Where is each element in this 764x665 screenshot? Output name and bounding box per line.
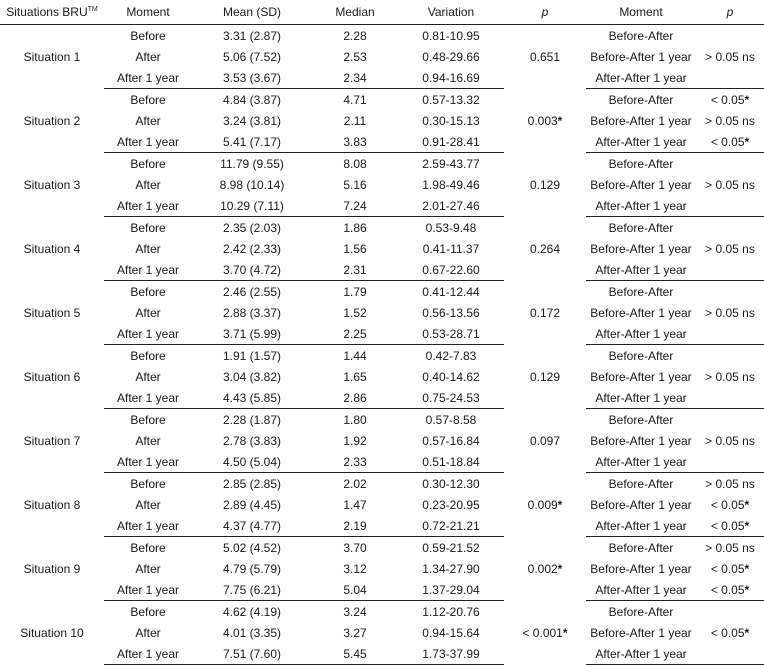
comparison-moment-cell: Before-After 1 year <box>590 369 692 384</box>
moment-cell: After <box>135 369 161 384</box>
significance-marker: * <box>744 625 750 640</box>
median-cell: 3.27 <box>343 625 367 640</box>
mean-sd-cell: 2.89 (4.45) <box>222 497 282 512</box>
median-cell: 1.47 <box>343 497 367 512</box>
comparison-moment-cell: After-After 1 year <box>586 259 696 281</box>
comparison-p-cell <box>696 643 764 665</box>
moment-cell: After 1 year <box>104 451 192 473</box>
table-row <box>0 622 764 643</box>
significance-marker: * <box>562 625 568 640</box>
variation-cell: 2.59-43.77 <box>422 156 480 171</box>
mean-sd-cell: 5.06 (7.52) <box>222 49 282 64</box>
median-cell: 3.24 <box>343 604 367 619</box>
situation-name: Situation 6 <box>23 369 81 384</box>
comparison-moment-cell: After-After 1 year <box>586 579 696 601</box>
moment-cell: After 1 year <box>104 387 192 409</box>
moment-cell: After <box>135 241 161 256</box>
mean-sd-cell: 4.50 (5.04) <box>192 451 312 473</box>
comparison-p-cell: < 0.05* <box>710 92 750 107</box>
comparison-p-cell: > 0.05 ns <box>705 113 755 128</box>
table-row <box>0 238 764 259</box>
comparison-moment-cell: Before-After <box>608 604 674 619</box>
moment-cell: Before <box>130 220 166 235</box>
situation-name: Situation 5 <box>23 305 81 320</box>
table-row <box>0 366 764 387</box>
comparison-p-cell <box>696 281 764 303</box>
table-row <box>0 25 764 47</box>
comparison-p-cell <box>696 217 764 239</box>
median-cell: 2.34 <box>312 67 398 89</box>
comparison-p-cell: < 0.05* <box>710 625 750 640</box>
table-row <box>0 494 764 515</box>
median-cell: 1.44 <box>343 348 367 363</box>
mean-sd-cell: 3.31 (2.87) <box>222 28 282 43</box>
mean-sd-cell: 4.84 (3.87) <box>222 92 282 107</box>
comparison-moment-cell: After-After 1 year <box>586 131 696 153</box>
table-row <box>0 409 764 431</box>
variation-cell: 0.72-21.21 <box>398 515 504 537</box>
table-row <box>0 451 764 473</box>
comparison-p-cell <box>696 345 764 367</box>
table-row <box>0 174 764 195</box>
table-row <box>0 67 764 89</box>
variation-cell: 0.57-8.58 <box>425 412 477 427</box>
comparison-moment-cell: After-After 1 year <box>586 451 696 473</box>
comparison-p-cell: > 0.05 ns <box>705 305 755 320</box>
situation-p-value: 0.172 <box>529 305 561 320</box>
comparison-moment-cell: After-After 1 year <box>586 195 696 217</box>
variation-cell: 0.94-15.64 <box>422 625 480 640</box>
situation-name: Situation 1 <box>23 49 81 64</box>
comparison-moment-cell: Before-After <box>608 412 674 427</box>
comparison-moment-cell: Before-After 1 year <box>590 561 692 576</box>
median-cell: 3.12 <box>343 561 367 576</box>
mean-sd-cell: 4.37 (4.77) <box>192 515 312 537</box>
variation-cell: 0.94-16.69 <box>398 67 504 89</box>
significance-marker: * <box>557 113 563 128</box>
situation-p-value: 0.651 <box>529 49 561 64</box>
mean-sd-cell: 3.24 (3.81) <box>222 113 282 128</box>
comparison-p-cell: > 0.05 ns <box>705 433 755 448</box>
mean-sd-cell: 7.51 (7.60) <box>192 643 312 665</box>
significance-marker: * <box>557 561 563 576</box>
comparison-p-cell <box>696 259 764 281</box>
median-cell: 2.86 <box>312 387 398 409</box>
comparison-moment-cell: After-After 1 year <box>586 387 696 409</box>
table-row <box>0 601 764 623</box>
situation-name: Situation 4 <box>23 241 81 256</box>
header-comparison-moment: Moment <box>586 0 696 25</box>
median-cell: 1.80 <box>343 412 367 427</box>
table-row <box>0 302 764 323</box>
median-cell: 1.92 <box>343 433 367 448</box>
comparison-moment-cell: Before-After <box>608 348 674 363</box>
comparison-moment-cell: Before-After 1 year <box>590 497 692 512</box>
variation-cell: 0.59-21.52 <box>422 540 480 555</box>
median-cell: 4.71 <box>343 92 367 107</box>
mean-sd-cell: 10.29 (7.11) <box>192 195 312 217</box>
variation-cell: 0.41-11.37 <box>422 241 480 256</box>
moment-cell: After 1 year <box>104 67 192 89</box>
comparison-moment-cell: After-After 1 year <box>586 67 696 89</box>
mean-sd-cell: 3.71 (5.99) <box>192 323 312 345</box>
comparison-p-cell: > 0.05 ns <box>705 540 755 555</box>
comparison-moment-cell: Before-After 1 year <box>590 625 692 640</box>
header-moment: Moment <box>104 0 192 25</box>
variation-cell: 0.56-13.56 <box>422 305 480 320</box>
comparison-p-cell: < 0.05* <box>696 579 764 601</box>
moment-cell: After <box>135 49 161 64</box>
comparison-p-cell <box>696 25 764 47</box>
median-cell: 1.79 <box>343 284 367 299</box>
mean-sd-cell: 2.46 (2.55) <box>222 284 282 299</box>
median-cell: 5.45 <box>312 643 398 665</box>
comparison-moment-cell: Before-After 1 year <box>590 177 692 192</box>
variation-cell: 0.57-16.84 <box>422 433 480 448</box>
moment-cell: Before <box>130 284 166 299</box>
comparison-p-cell: > 0.05 ns <box>705 49 755 64</box>
variation-cell: 1.37-29.04 <box>398 579 504 601</box>
comparison-moment-cell: Before-After <box>608 28 674 43</box>
situation-name: Situation 2 <box>23 113 81 128</box>
significance-marker: * <box>744 92 750 107</box>
header-row <box>0 0 764 25</box>
situation-name: Situation 8 <box>23 497 81 512</box>
mean-sd-cell: 11.79 (9.55) <box>220 156 284 171</box>
moment-cell: Before <box>130 28 166 43</box>
moment-cell: After <box>135 497 161 512</box>
comparison-p-cell: > 0.05 ns <box>705 476 755 491</box>
table-row <box>0 323 764 345</box>
table-row <box>0 89 764 111</box>
moment-cell: Before <box>130 412 166 427</box>
significance-marker: * <box>744 561 750 576</box>
table-row <box>0 515 764 537</box>
header-situations: Situations BRU™ <box>0 0 104 25</box>
situation-name: Situation 9 <box>23 561 81 576</box>
median-cell: 1.65 <box>343 369 367 384</box>
table-row <box>0 473 764 495</box>
situation-p-value: 0.009* <box>527 497 563 512</box>
situation-name: Situation 10 <box>20 625 84 640</box>
variation-cell: 0.91-28.41 <box>398 131 504 153</box>
significance-marker: * <box>744 518 750 533</box>
comparison-p-cell <box>696 153 764 175</box>
moment-cell: After 1 year <box>104 579 192 601</box>
situation-p-value: 0.097 <box>529 433 561 448</box>
comparison-p-cell: < 0.05* <box>696 515 764 537</box>
comparison-moment-cell: Before-After 1 year <box>590 49 692 64</box>
significance-marker: * <box>744 134 750 149</box>
mean-sd-cell: 7.75 (6.21) <box>192 579 312 601</box>
comparison-moment-cell: Before-After <box>608 92 674 107</box>
variation-cell: 1.73-37.99 <box>398 643 504 665</box>
mean-sd-cell: 3.70 (4.72) <box>192 259 312 281</box>
median-cell: 2.25 <box>312 323 398 345</box>
variation-cell: 0.57-13.32 <box>422 92 480 107</box>
mean-sd-cell: 2.78 (3.83) <box>222 433 282 448</box>
table-row <box>0 387 764 409</box>
comparison-p-cell: < 0.05* <box>696 131 764 153</box>
comparison-moment-cell: After-After 1 year <box>586 643 696 665</box>
table-row <box>0 537 764 559</box>
significance-marker: * <box>744 497 750 512</box>
median-cell: 3.70 <box>343 540 367 555</box>
table-row <box>0 153 764 175</box>
moment-cell: After 1 year <box>104 515 192 537</box>
median-cell: 5.04 <box>312 579 398 601</box>
mean-sd-cell: 4.43 (5.85) <box>192 387 312 409</box>
comparison-p-cell <box>696 67 764 89</box>
median-cell: 1.52 <box>343 305 367 320</box>
comparison-p-cell <box>696 601 764 623</box>
comparison-moment-cell: Before-After 1 year <box>590 305 692 320</box>
comparison-p-cell: > 0.05 ns <box>705 177 755 192</box>
moment-cell: After 1 year <box>104 195 192 217</box>
comparison-p-cell: > 0.05 ns <box>705 369 755 384</box>
median-cell: 7.24 <box>312 195 398 217</box>
header-comparison-p: p <box>696 0 764 25</box>
median-cell: 2.53 <box>343 49 367 64</box>
variation-cell: 0.48-29.66 <box>422 49 480 64</box>
variation-cell: 0.23-20.95 <box>422 497 480 512</box>
moment-cell: After 1 year <box>104 131 192 153</box>
median-cell: 3.83 <box>312 131 398 153</box>
mean-sd-cell: 1.91 (1.57) <box>222 348 282 363</box>
table-row <box>0 131 764 153</box>
moment-cell: After 1 year <box>104 323 192 345</box>
comparison-moment-cell: Before-After <box>608 540 674 555</box>
mean-sd-cell: 2.42 (2.33) <box>222 241 282 256</box>
table-row <box>0 579 764 601</box>
header-median: Median <box>312 0 398 25</box>
comparison-moment-cell: Before-After <box>608 220 674 235</box>
mean-sd-cell: 2.35 (2.03) <box>222 220 282 235</box>
situation-p-value: 0.129 <box>529 177 561 192</box>
comparison-p-cell <box>696 323 764 345</box>
variation-cell: 0.75-24.53 <box>398 387 504 409</box>
significance-marker: * <box>744 582 750 597</box>
table-row <box>0 195 764 217</box>
situation-name: Situation 7 <box>23 433 81 448</box>
mean-sd-cell: 3.53 (3.67) <box>192 67 312 89</box>
median-cell: 2.33 <box>312 451 398 473</box>
situation-p-value: 0.002* <box>527 561 563 576</box>
variation-cell: 1.34-27.90 <box>422 561 480 576</box>
comparison-moment-cell: Before-After 1 year <box>590 241 692 256</box>
mean-sd-cell: 5.02 (4.52) <box>222 540 282 555</box>
moment-cell: Before <box>130 156 166 171</box>
variation-cell: 0.67-22.60 <box>398 259 504 281</box>
median-cell: 8.08 <box>343 156 367 171</box>
comparison-moment-cell: Before-After <box>608 156 674 171</box>
moment-cell: After <box>135 433 161 448</box>
significance-marker: * <box>557 497 563 512</box>
median-cell: 2.11 <box>343 113 367 128</box>
header-mean-sd: Mean (SD) <box>192 0 312 25</box>
variation-cell: 0.41-12.44 <box>422 284 480 299</box>
table-row <box>0 281 764 303</box>
comparison-moment-cell: Before-After <box>608 284 674 299</box>
variation-cell: 0.30-12.30 <box>422 476 480 491</box>
mean-sd-cell: 2.85 (2.85) <box>222 476 282 491</box>
comparison-moment-cell: Before-After 1 year <box>590 433 692 448</box>
variation-cell: 0.51-18.84 <box>398 451 504 473</box>
mean-sd-cell: 8.98 (10.14) <box>219 177 285 192</box>
moment-cell: After <box>135 113 161 128</box>
comparison-p-cell: < 0.05* <box>710 561 750 576</box>
comparison-p-cell: > 0.05 ns <box>705 241 755 256</box>
variation-cell: 1.12-20.76 <box>422 604 480 619</box>
mean-sd-cell: 5.41 (7.17) <box>192 131 312 153</box>
comparison-moment-cell: Before-After <box>608 476 674 491</box>
mean-sd-cell: 3.04 (3.82) <box>222 369 282 384</box>
table-row <box>0 259 764 281</box>
variation-cell: 1.98-49.46 <box>422 177 480 192</box>
moment-cell: After <box>135 561 161 576</box>
comparison-moment-cell: Before-After 1 year <box>590 113 692 128</box>
comparison-p-cell <box>696 195 764 217</box>
moment-cell: After 1 year <box>104 643 192 665</box>
moment-cell: After <box>135 625 161 640</box>
moment-cell: Before <box>130 540 166 555</box>
median-cell: 1.56 <box>343 241 367 256</box>
moment-cell: After <box>135 305 161 320</box>
situation-p-value: < 0.001* <box>522 625 568 640</box>
median-cell: 2.31 <box>312 259 398 281</box>
header-variation: Variation <box>398 0 504 25</box>
comparison-p-cell <box>696 387 764 409</box>
median-cell: 1.86 <box>343 220 367 235</box>
moment-cell: Before <box>130 476 166 491</box>
table-row <box>0 430 764 451</box>
variation-cell: 0.40-14.62 <box>422 369 480 384</box>
comparison-moment-cell: After-After 1 year <box>586 323 696 345</box>
variation-cell: 2.01-27.46 <box>398 195 504 217</box>
moment-cell: Before <box>130 92 166 107</box>
moment-cell: After 1 year <box>104 259 192 281</box>
table-row <box>0 558 764 579</box>
mean-sd-cell: 2.28 (1.87) <box>222 412 282 427</box>
median-cell: 2.19 <box>312 515 398 537</box>
situation-p-value: 0.003* <box>527 113 563 128</box>
median-cell: 2.02 <box>343 476 367 491</box>
header-p: p <box>504 0 586 25</box>
table-row <box>0 643 764 665</box>
table-row <box>0 46 764 67</box>
mean-sd-cell: 4.01 (3.35) <box>222 625 282 640</box>
median-cell: 5.16 <box>343 177 367 192</box>
variation-cell: 0.81-10.95 <box>422 28 480 43</box>
moment-cell: Before <box>130 348 166 363</box>
comparison-p-cell <box>696 409 764 431</box>
situation-p-value: 0.129 <box>529 369 561 384</box>
comparison-moment-cell: After-After 1 year <box>586 515 696 537</box>
variation-cell: 0.30-15.13 <box>422 113 480 128</box>
variation-cell: 0.42-7.83 <box>425 348 477 363</box>
situation-p-value: 0.264 <box>529 241 561 256</box>
situation-name: Situation 3 <box>23 177 81 192</box>
moment-cell: After <box>135 177 161 192</box>
moment-cell: Before <box>130 604 166 619</box>
trademark-superscript: TM <box>87 6 98 13</box>
variation-cell: 0.53-28.71 <box>398 323 504 345</box>
comparison-p-cell <box>696 451 764 473</box>
variation-cell: 0.53-9.48 <box>425 220 477 235</box>
median-cell: 2.28 <box>343 28 367 43</box>
mean-sd-cell: 4.79 (5.79) <box>222 561 282 576</box>
table-body <box>0 25 764 665</box>
table-row <box>0 345 764 367</box>
mean-sd-cell: 2.88 (3.37) <box>222 305 282 320</box>
mean-sd-cell: 4.62 (4.19) <box>222 604 282 619</box>
table-row <box>0 217 764 239</box>
comparison-p-cell: < 0.05* <box>710 497 750 512</box>
table-row <box>0 110 764 131</box>
